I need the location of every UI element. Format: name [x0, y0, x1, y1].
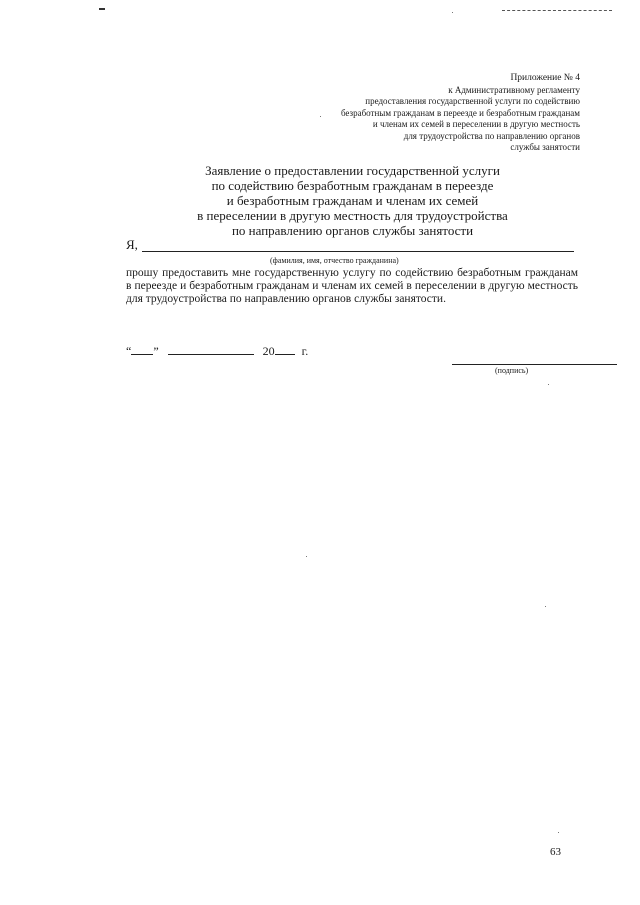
- appendix-line: и членам их семей в переселении в другую местность: [372, 119, 580, 129]
- date-year-suffix: г.: [301, 344, 309, 358]
- applicant-name-caption: (фамилия, имя, отчество гражданина): [270, 256, 399, 265]
- request-paragraph: прошу предоставить мне государственную услугу по содействию безработным гражданам в переезде и безработным гражданам и членам их семей в переселении в другую местность для трудоустройства по направлению органов службы занятости.: [126, 267, 578, 305]
- appendix-line: безработным гражданам в переезде и безработным гражданам: [340, 107, 580, 118]
- date-month-field[interactable]: [168, 344, 254, 355]
- appendix-line: к Административному регламенту: [448, 84, 580, 95]
- document-title: [190, 163, 515, 238]
- appendix-line: предоставления государственной услуги по содействию: [365, 96, 580, 106]
- title-line: по направлению органов службы занятости: [231, 223, 474, 238]
- appendix-line: для трудоустройства по направлению органов: [403, 130, 580, 141]
- applicant-prefix: Я,: [126, 237, 138, 252]
- applicant-name-field[interactable]: [142, 251, 574, 252]
- scan-speck: [548, 384, 549, 385]
- date-year-field[interactable]: [275, 344, 295, 355]
- scan-speck: [306, 556, 307, 557]
- appendix-header: [260, 73, 580, 154]
- date-day-field[interactable]: [131, 344, 153, 355]
- title-line: и безработным гражданам и членам их семей: [226, 193, 479, 208]
- scan-speck: [452, 12, 453, 13]
- signature-field[interactable]: [452, 364, 617, 365]
- scan-speck: [545, 606, 546, 607]
- date-open-quote: “: [126, 344, 132, 358]
- date-year-prefix: 20: [262, 344, 275, 358]
- date-field-group: [126, 344, 308, 359]
- scan-artifact-dashes: [502, 10, 612, 12]
- scan-speck: [558, 832, 559, 833]
- page-number: 63: [550, 846, 561, 858]
- title-line: Заявление о предоставлении государственной услуги: [205, 163, 500, 178]
- signature-caption: (подпись): [495, 366, 529, 375]
- title-line: в переселении в другую местность для трудоустройства: [197, 208, 508, 223]
- appendix-number: Приложение № 4: [510, 73, 580, 83]
- appendix-line: службы занятости: [510, 142, 580, 152]
- title-line: по содействию безработным гражданам в переезде: [211, 178, 494, 193]
- scan-artifact-mark: [99, 8, 105, 10]
- date-close-quote: ”: [153, 344, 159, 358]
